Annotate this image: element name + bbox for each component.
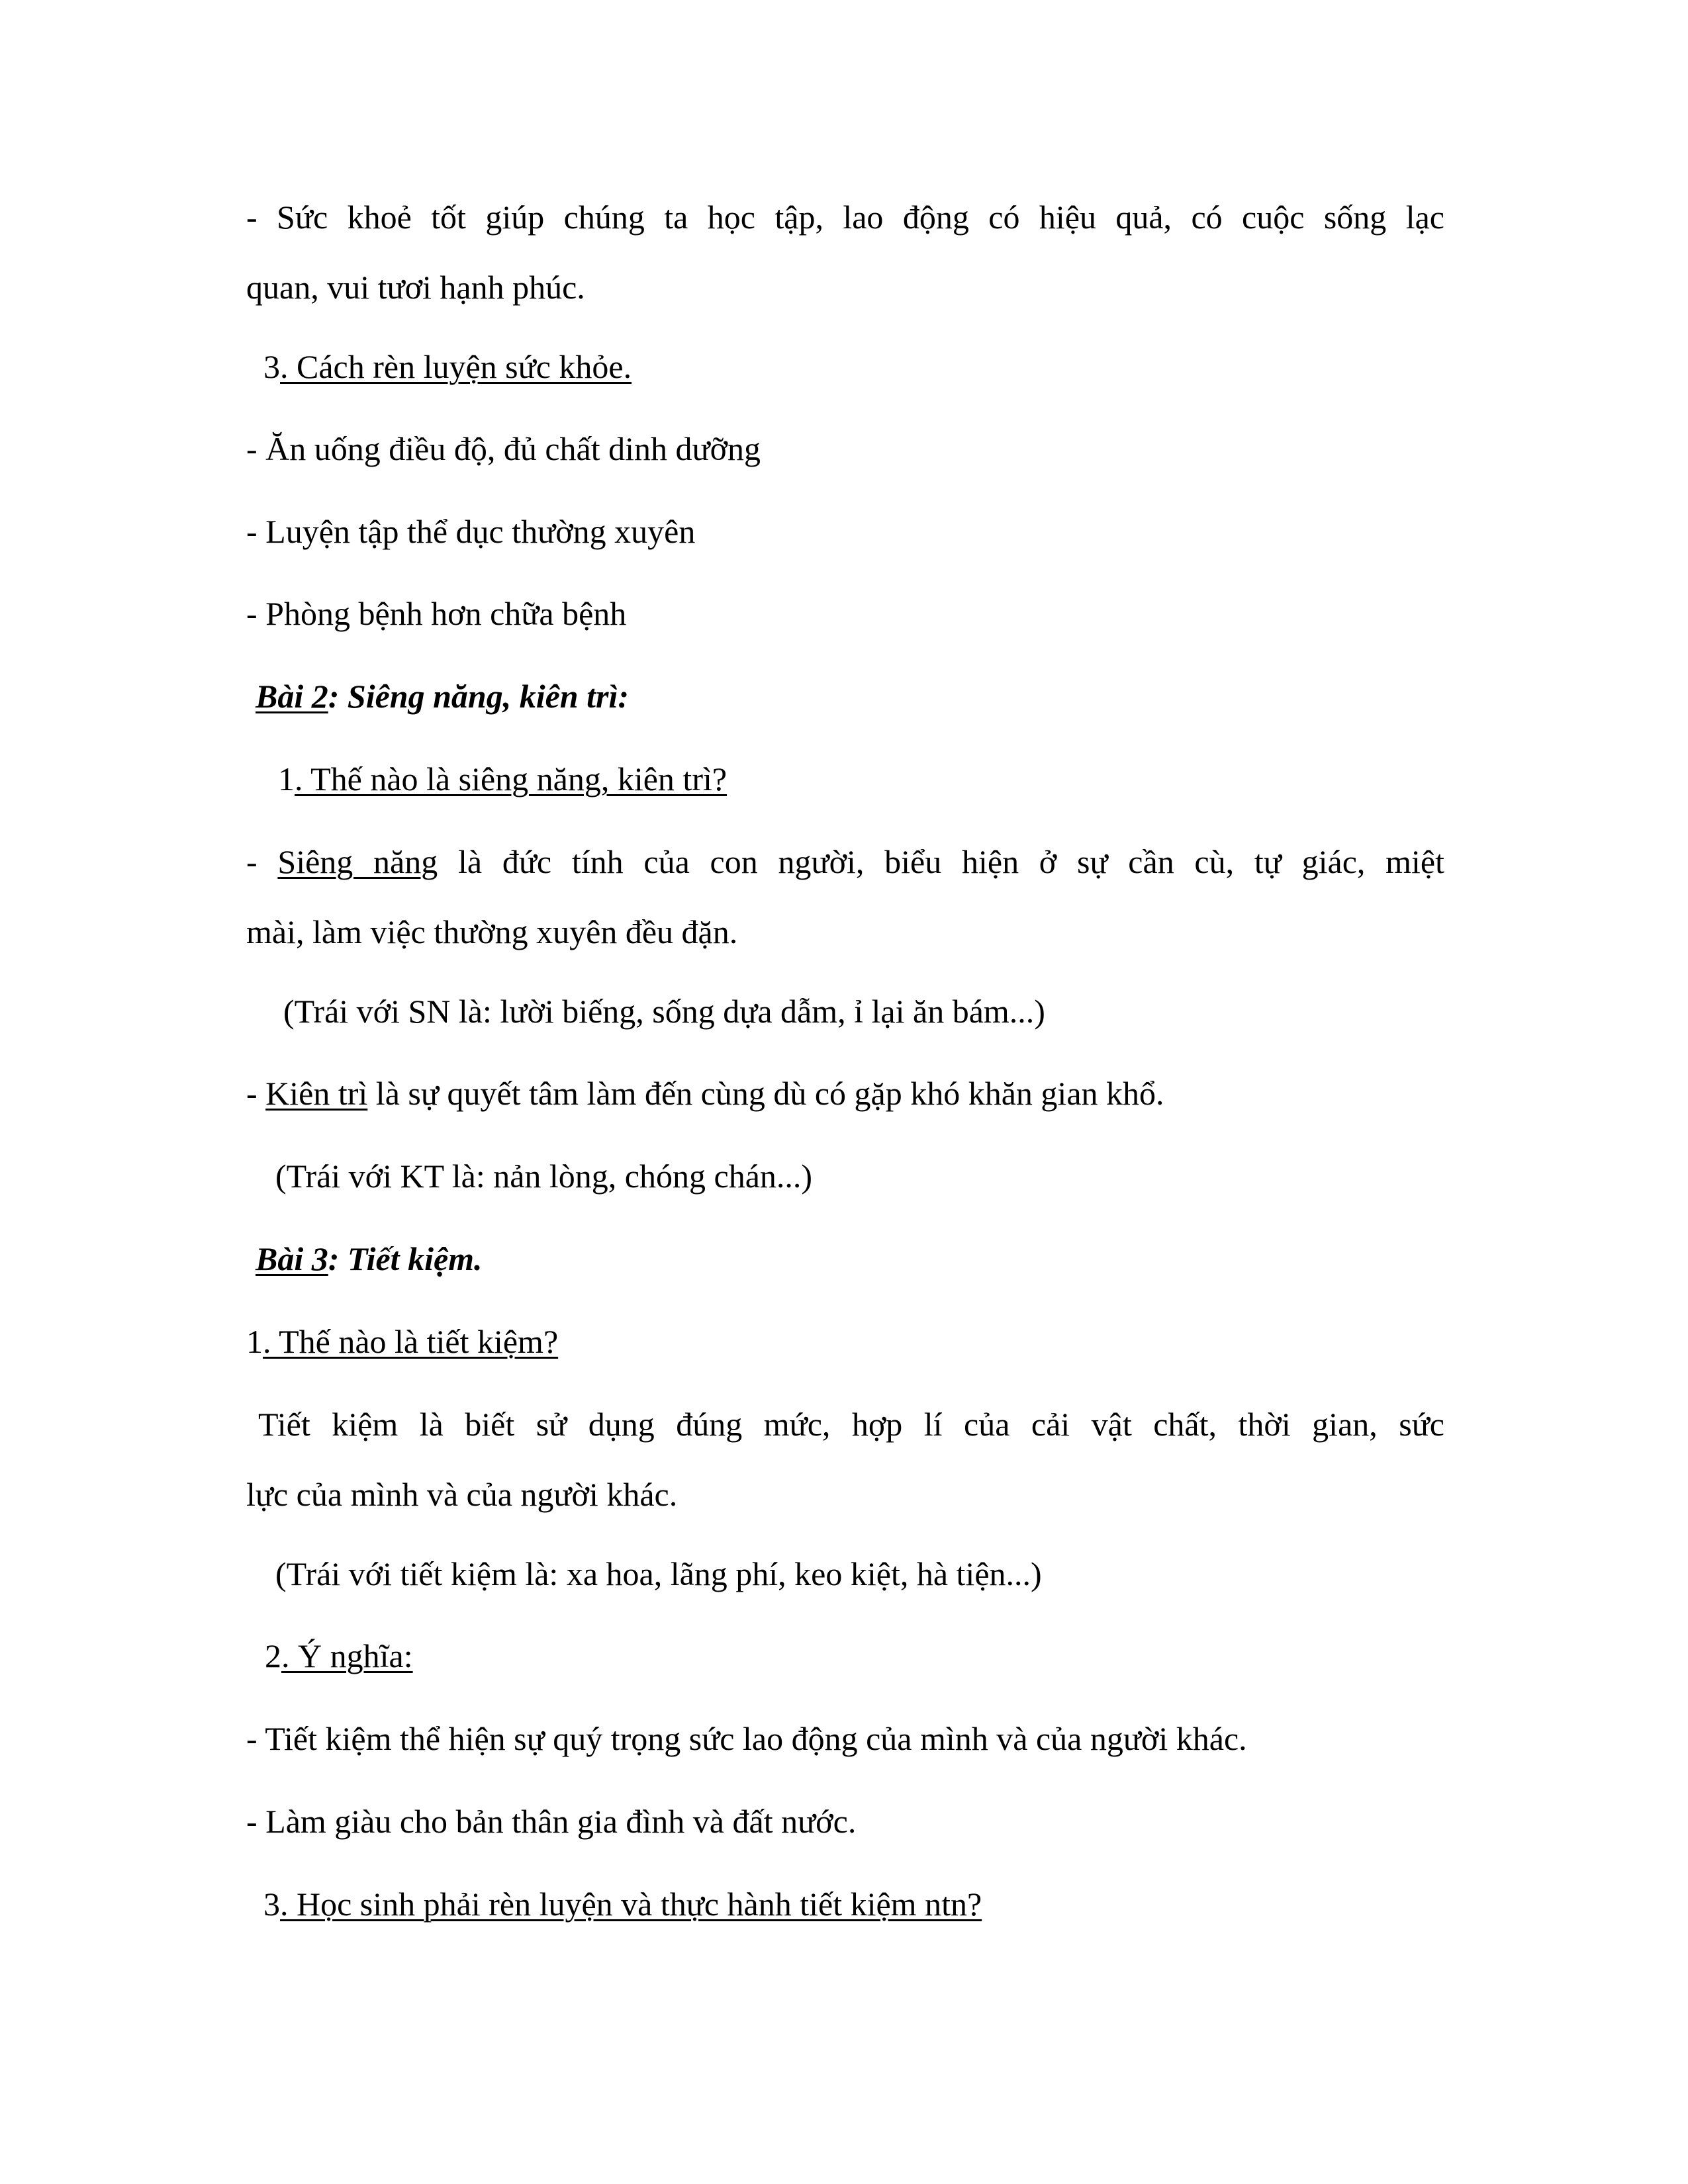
- text-span: mài, làm việc thường xuyên đều đặn.: [246, 913, 738, 950]
- section-heading: [263, 1884, 982, 1924]
- list-item: [246, 1719, 1247, 1758]
- text-line: [246, 842, 1444, 882]
- text-line: [246, 1073, 1164, 1113]
- text-span: (Trái với KT là: nản lòng, chóng chán...): [275, 1158, 813, 1195]
- heading-title: . Thế nào là tiết kiệm?: [263, 1323, 559, 1360]
- lesson-title: Tiết kiệm.: [339, 1240, 483, 1277]
- text-span: - Tiết kiệm thể hiện sự quý trọng sức lao động của mình và của người khác.: [246, 1720, 1247, 1757]
- text-line: [246, 1475, 677, 1514]
- text-line: [246, 912, 737, 952]
- list-item: [246, 594, 626, 633]
- section-heading: [278, 759, 727, 799]
- heading-number: 3: [263, 348, 280, 385]
- note-line: [283, 991, 1045, 1031]
- text-span: lực của mình và của người khác.: [246, 1476, 678, 1513]
- text-line: [258, 1404, 1444, 1444]
- heading-number: 2: [265, 1637, 281, 1674]
- lesson-title: Siêng năng, kiên trì:: [339, 678, 630, 715]
- heading-title: . Học sinh phải rèn luyện và thực hành tiết kiệm ntn?: [280, 1886, 982, 1923]
- text-span: quan, vui tươi hạnh phúc.: [246, 269, 585, 306]
- heading-title: . Thế nào là siêng năng, kiên trì?: [295, 760, 727, 797]
- text-span: là sự quyết tâm làm đến cùng dù có gặp khó khăn gian khổ.: [367, 1075, 1164, 1112]
- lesson-heading: [256, 676, 629, 716]
- lesson-colon: :: [328, 1240, 340, 1277]
- note-line: [275, 1156, 812, 1196]
- text-span: - Làm giàu cho bản thân gia đình và đất nước.: [246, 1803, 857, 1840]
- text-span: -: [246, 1075, 266, 1112]
- text-span: - Luyện tập thể dục thường xuyên: [246, 513, 696, 550]
- text-span: - Ăn uống điều độ, đủ chất dinh dưỡng: [246, 430, 761, 467]
- section-heading: [263, 347, 632, 387]
- heading-title: . Ý nghĩa:: [281, 1637, 413, 1674]
- term: Kiên trì: [265, 1075, 368, 1112]
- section-heading: [246, 1322, 558, 1361]
- text-line: [246, 197, 1444, 237]
- note-line: [275, 1554, 1042, 1594]
- lesson-heading: [256, 1239, 483, 1279]
- text-line: [246, 267, 585, 307]
- lesson-label: Bài 2: [256, 678, 328, 715]
- lesson-colon: :: [328, 678, 340, 715]
- text-span: là đức tính của con người, biểu hiện ở sự cần cù, tự giác, miệt: [438, 843, 1445, 880]
- text-span: - Sức khoẻ tốt giúp chúng ta học tập, lao động có hiệu quả, có cuộc sống lạc: [246, 199, 1444, 236]
- text-span: (Trái với tiết kiệm là: xa hoa, lãng phí, keo kiệt, hà tiện...): [275, 1555, 1042, 1592]
- heading-number: 1: [246, 1323, 263, 1360]
- list-item: [246, 1801, 856, 1841]
- text-span: -: [246, 843, 278, 880]
- section-heading: [265, 1636, 413, 1676]
- text-span: Tiết kiệm là biết sử dụng đúng mức, hợp lí của cải vật chất, thời gian, sức: [258, 1406, 1444, 1443]
- term: Siêng năng: [277, 843, 438, 880]
- text-span: (Trái với SN là: lười biếng, sống dựa dẫm, ỉ lại ăn bám...): [283, 993, 1045, 1030]
- list-item: [246, 512, 695, 551]
- heading-number: 1: [278, 760, 295, 797]
- heading-number: 3: [263, 1886, 280, 1923]
- heading-title: . Cách rèn luyện sức khỏe.: [280, 348, 632, 385]
- list-item: [246, 429, 761, 469]
- lesson-label: Bài 3: [256, 1240, 328, 1277]
- text-span: - Phòng bệnh hơn chữa bệnh: [246, 595, 627, 632]
